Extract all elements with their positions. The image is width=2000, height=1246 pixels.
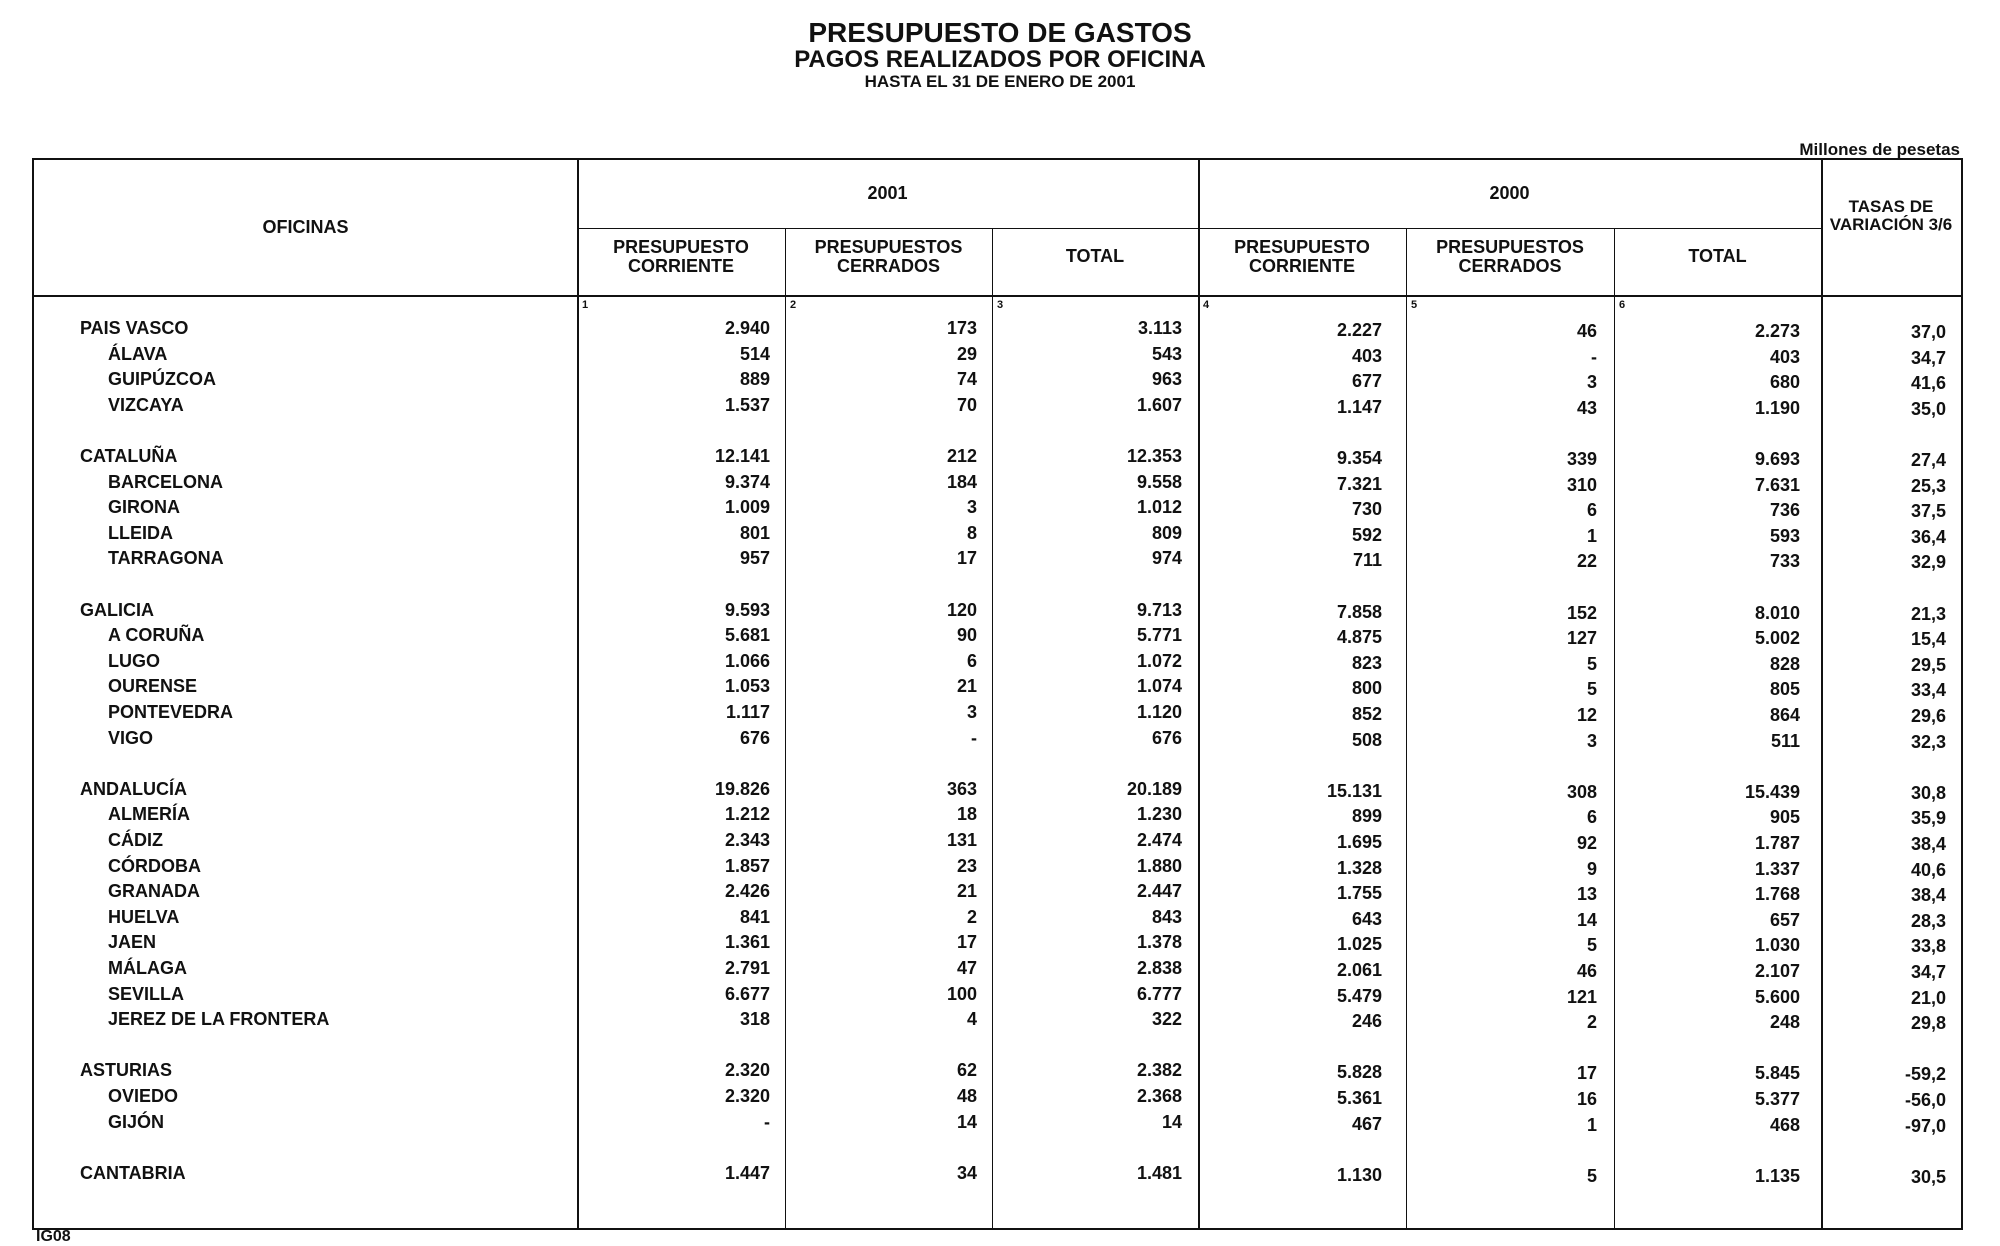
value-cell: 17 (1576, 1063, 1597, 1084)
value-cell: 33,8 (1910, 936, 1946, 957)
value-cell: 14 (1576, 909, 1597, 930)
office-row (34, 676, 1961, 701)
value-cell: 809 (1151, 522, 1182, 543)
office-name: LUGO (108, 650, 160, 671)
value-cell: 121 (1566, 986, 1597, 1007)
office-name: GIRONA (108, 497, 180, 518)
value-cell: 1.787 (1754, 833, 1800, 853)
region-name: ASTURIAS (80, 1060, 173, 1081)
value-cell: 468 (1769, 1114, 1800, 1135)
value-cell: 733 (1769, 551, 1800, 572)
value-cell: 5 (1586, 679, 1597, 700)
value-cell: 1.607 (1136, 394, 1182, 415)
value-cell: 1.147 (1336, 396, 1382, 417)
value-cell: 9.558 (1136, 471, 1182, 492)
value-cell: 22 (1576, 551, 1597, 572)
value-cell: 14 (956, 1111, 977, 1132)
value-cell: 33,4 (1910, 680, 1946, 701)
value-cell: 730 (1351, 499, 1382, 520)
value-cell: 37,0 (1910, 322, 1946, 342)
value-cell: 7.631 (1754, 474, 1800, 495)
value-cell: 34 (956, 1162, 977, 1183)
value-cell: 9 (1586, 858, 1597, 879)
value-cell: 828 (1769, 653, 1800, 674)
value-cell: 643 (1351, 908, 1382, 929)
office-name: OVIEDO (108, 1086, 179, 1106)
value-cell: 676 (739, 727, 770, 748)
office-name: JEREZ DE LA FRONTERA (108, 1009, 330, 1030)
value-cell: 1 (1586, 525, 1597, 546)
value-cell: 1.537 (724, 394, 770, 415)
office-row (34, 472, 1961, 497)
value-cell: 25,3 (1910, 475, 1946, 496)
office-name: A CORUÑA (108, 625, 205, 646)
value-cell: 29,6 (1910, 706, 1946, 726)
value-cell: 5 (1586, 653, 1597, 674)
value-cell: 843 (1151, 906, 1182, 927)
value-cell: 1.880 (1136, 855, 1182, 876)
office-name: ÁLAVA (108, 343, 168, 364)
office-name: HUELVA (108, 906, 180, 927)
office-row (34, 344, 1961, 369)
col-number: 6 (1619, 299, 1626, 311)
col-number: 1 (582, 299, 589, 311)
office-name: LLEIDA (108, 522, 173, 543)
value-cell: 152 (1566, 602, 1597, 623)
value-cell: 508 (1351, 729, 1382, 750)
value-cell: 9.593 (724, 599, 770, 620)
value-cell: -97,0 (1904, 1115, 1946, 1136)
value-cell: 32,9 (1910, 552, 1946, 573)
value-cell: 905 (1769, 807, 1800, 828)
value-cell: 3.113 (1137, 318, 1182, 338)
value-cell: 7.321 (1336, 473, 1382, 494)
value-cell: 5.361 (1336, 1088, 1382, 1108)
value-cell: 889 (739, 369, 770, 390)
value-cell: 963 (1151, 369, 1182, 390)
value-cell: 2.343 (724, 830, 770, 850)
value-cell: 9.354 (1336, 448, 1382, 468)
value-cell: 36,4 (1910, 526, 1946, 547)
region-name: ANDALUCÍA (80, 778, 187, 799)
value-cell: 13 (1576, 884, 1597, 905)
value-cell: 2 (1586, 1012, 1597, 1033)
office-row (34, 1112, 1961, 1137)
report-date: HASTA EL 31 DE ENERO DE 2001 (864, 72, 1136, 91)
value-cell: 5.479 (1336, 985, 1382, 1006)
header-presupuestos-cerrados-2001: PRESUPUESTOS CERRADOS (814, 237, 963, 276)
value-cell: 29 (956, 343, 977, 364)
value-cell: 308 (1566, 781, 1597, 802)
region-row (34, 318, 1961, 343)
report-subtitle: PAGOS REALIZADOS POR OFICINA (794, 46, 1206, 73)
region-name: CATALUÑA (80, 446, 178, 466)
value-cell: 403 (1769, 346, 1800, 367)
value-cell: 1.074 (1136, 676, 1182, 697)
value-cell: 2.320 (724, 1086, 770, 1106)
value-cell: 677 (1351, 371, 1382, 392)
value-cell: 29,8 (1910, 1013, 1946, 1034)
value-cell: 17 (956, 548, 977, 569)
value-cell: 21 (956, 881, 977, 902)
value-cell: 90 (956, 625, 977, 646)
office-row (34, 651, 1961, 676)
value-cell: 1.361 (724, 932, 770, 953)
value-cell: 6 (1586, 807, 1597, 828)
office-row (34, 907, 1961, 932)
value-cell: 15.439 (1744, 781, 1800, 802)
office-row (34, 958, 1961, 983)
value-cell: 1.212 (724, 804, 770, 825)
value-cell: 1.030 (1754, 935, 1800, 956)
office-row (34, 728, 1961, 753)
value-cell: 18 (956, 804, 977, 825)
value-cell: 34,7 (1910, 347, 1946, 368)
office-name: GRANADA (108, 881, 200, 902)
office-row (34, 932, 1961, 957)
col-number: 4 (1203, 299, 1210, 311)
units-label: Millones de pesetas (1799, 140, 1960, 159)
value-cell: 864 (1769, 705, 1800, 725)
office-name: OURENSE (108, 676, 198, 697)
value-cell: 467 (1351, 1113, 1382, 1134)
value-cell: 120 (946, 599, 977, 620)
header-year-2000: 2000 (1489, 183, 1530, 203)
value-cell: 4.875 (1336, 627, 1382, 648)
value-cell: 1.447 (724, 1162, 770, 1183)
value-cell: 20.189 (1126, 778, 1182, 799)
value-cell: 711 (1352, 550, 1382, 571)
value-cell: 12.353 (1126, 446, 1182, 466)
value-cell: 2.227 (1336, 320, 1382, 340)
office-name: JAEN (108, 932, 157, 953)
value-cell: 6.677 (724, 983, 770, 1004)
value-cell: 46 (1576, 321, 1597, 341)
value-cell: 100 (946, 983, 977, 1004)
value-cell: 62 (956, 1060, 977, 1081)
value-cell: 9.374 (724, 471, 770, 492)
value-cell: 322 (1151, 1009, 1182, 1030)
value-cell: 9.713 (1136, 599, 1182, 620)
value-cell: 131 (946, 830, 977, 850)
value-cell: 1.190 (1754, 397, 1800, 418)
value-cell: 8 (966, 522, 977, 543)
value-cell: -56,0 (1904, 1090, 1946, 1110)
value-cell: 5 (1586, 935, 1597, 956)
region-row (34, 1060, 1961, 1085)
value-cell: 46 (1576, 961, 1597, 981)
value-cell: 841 (739, 906, 770, 927)
value-cell: 657 (1769, 909, 1800, 930)
value-cell: 40,6 (1910, 859, 1946, 880)
value-cell: 246 (1351, 1011, 1382, 1032)
office-name: CÁDIZ (108, 830, 163, 850)
value-cell: 1.072 (1136, 650, 1182, 671)
value-cell: 43 (1576, 397, 1597, 418)
footer-code: IG08 (36, 1228, 71, 1245)
col-number: 5 (1411, 299, 1418, 311)
value-cell: 92 (1576, 833, 1597, 853)
value-cell: 173 (946, 318, 977, 338)
value-cell: 5.600 (1754, 986, 1800, 1007)
value-cell: 1.230 (1136, 804, 1182, 825)
value-cell: 5.771 (1136, 625, 1182, 646)
report-title: PRESUPUESTO DE GASTOS (808, 17, 1192, 48)
value-cell: 19.826 (714, 778, 770, 799)
region-row (34, 1163, 1961, 1188)
value-cell: 676 (1151, 727, 1182, 748)
value-cell: 30,5 (1910, 1166, 1946, 1187)
value-cell: 801 (739, 522, 770, 543)
col-number: 2 (790, 299, 797, 311)
value-cell: 1.328 (1336, 857, 1382, 878)
value-cell: 1.117 (725, 702, 770, 722)
value-cell: 35,0 (1910, 398, 1946, 419)
value-cell: 3 (966, 497, 977, 518)
value-cell: 543 (1151, 343, 1182, 364)
region-row (34, 446, 1961, 471)
office-row (34, 497, 1961, 522)
value-cell: 1.009 (724, 497, 770, 518)
value-cell: 592 (1351, 524, 1382, 545)
header-presupuestos-cerrados-2000: PRESUPUESTOS CERRADOS (1436, 237, 1584, 276)
value-cell: 21,3 (1910, 603, 1946, 624)
office-row (34, 804, 1961, 829)
value-cell: 12.141 (714, 446, 770, 466)
report-title-block (0, 18, 2000, 92)
value-cell: 28,3 (1910, 910, 1946, 931)
value-cell: 23 (956, 855, 977, 876)
col-number: 3 (997, 299, 1004, 311)
header-total-2000: TOTAL (1688, 246, 1747, 266)
value-cell: 1.695 (1336, 832, 1382, 852)
value-cell: 3 (1586, 372, 1597, 393)
office-row (34, 702, 1961, 727)
value-cell: 30,8 (1910, 782, 1946, 803)
header-bottom-rule (34, 295, 1961, 297)
value-cell: - (971, 727, 977, 748)
header-presupuesto-corriente-2000: PRESUPUESTO CORRIENTE (1234, 237, 1370, 276)
value-cell: -59,2 (1904, 1064, 1946, 1085)
value-cell: 2.273 (1754, 321, 1800, 341)
region-name: GALICIA (80, 599, 154, 620)
office-row (34, 1009, 1961, 1034)
value-cell: 212 (946, 446, 977, 466)
value-cell: 7.858 (1336, 601, 1382, 622)
value-cell: 1.130 (1336, 1164, 1382, 1185)
value-cell: 2.426 (724, 881, 770, 902)
office-name: PONTEVEDRA (108, 702, 234, 722)
value-cell: 2.382 (1136, 1060, 1182, 1081)
value-cell: 5.377 (1754, 1089, 1800, 1109)
value-cell: 21 (956, 676, 977, 697)
value-cell: 3 (966, 702, 977, 722)
value-cell: 27,4 (1910, 450, 1946, 470)
value-cell: 5.845 (1754, 1063, 1800, 1084)
value-cell: 310 (1566, 474, 1597, 495)
office-name: GUIPÚZCOA (108, 369, 216, 390)
value-cell: 805 (1769, 679, 1800, 700)
value-cell: 1.120 (1136, 702, 1182, 722)
value-cell: 1.053 (724, 676, 770, 697)
value-cell: 339 (1566, 449, 1597, 469)
region-row (34, 779, 1961, 804)
value-cell: 5 (1586, 1165, 1597, 1186)
header-tasas: TASAS DE VARIACIÓN 3/6 (1829, 197, 1953, 234)
value-cell: 37,5 (1910, 501, 1946, 522)
value-cell: 1.857 (724, 855, 770, 876)
office-name: BARCELONA (108, 471, 223, 492)
year-underline (577, 228, 1821, 229)
value-cell: 1.012 (1136, 497, 1182, 518)
office-row (34, 830, 1961, 855)
value-cell: 15.131 (1326, 780, 1382, 801)
value-cell: - (1591, 346, 1597, 367)
value-cell: 1.755 (1336, 883, 1382, 904)
value-cell: 1.066 (724, 650, 770, 671)
value-cell: 823 (1351, 652, 1382, 673)
value-cell: 5.002 (1754, 628, 1800, 649)
office-name: TARRAGONA (108, 548, 224, 569)
value-cell: 2 (966, 906, 977, 927)
value-cell: 9.693 (1754, 449, 1800, 469)
value-cell: 2.061 (1336, 960, 1382, 980)
value-cell: 899 (1351, 806, 1382, 827)
office-name: ALMERÍA (108, 804, 190, 825)
value-cell: 38,4 (1910, 834, 1946, 854)
value-cell: 957 (739, 548, 770, 569)
office-row (34, 625, 1961, 650)
office-row (34, 856, 1961, 881)
value-cell: 1.337 (1754, 858, 1800, 879)
value-cell: 48 (956, 1086, 977, 1106)
office-row (34, 984, 1961, 1009)
value-cell: 248 (1769, 1012, 1800, 1033)
header-total-2001: TOTAL (1065, 246, 1125, 266)
office-name: VIGO (108, 727, 154, 748)
value-cell: 41,6 (1910, 373, 1946, 394)
office-name: GIJÓN (108, 1111, 165, 1132)
header-year-2001: 2001 (867, 183, 908, 203)
value-cell: 127 (1566, 628, 1597, 649)
office-name: MÁLAGA (108, 958, 187, 978)
office-row (34, 548, 1961, 573)
budget-table (32, 158, 1963, 1230)
value-cell: 2.447 (1136, 881, 1182, 902)
office-row (34, 881, 1961, 906)
value-cell: 1.768 (1754, 884, 1800, 905)
value-cell: 6 (1586, 500, 1597, 521)
value-cell: 974 (1151, 548, 1182, 569)
region-name: PAIS VASCO (80, 318, 189, 338)
value-cell: 6.777 (1136, 983, 1182, 1004)
office-row (34, 523, 1961, 548)
value-cell: 1.378 (1136, 932, 1182, 953)
value-cell: 35,9 (1910, 808, 1946, 829)
value-cell: 2.368 (1136, 1086, 1182, 1106)
office-name: CÓRDOBA (108, 855, 201, 876)
value-cell: 680 (1769, 372, 1800, 393)
value-cell: 38,4 (1910, 885, 1946, 906)
value-cell: 318 (739, 1009, 770, 1030)
value-cell: 4 (966, 1009, 977, 1030)
region-row (34, 600, 1961, 625)
value-cell: 1.481 (1136, 1162, 1182, 1183)
value-cell: 2.838 (1136, 958, 1182, 978)
office-row (34, 369, 1961, 394)
header-oficinas: OFICINAS (262, 217, 349, 237)
value-cell: 8.010 (1754, 602, 1800, 623)
value-cell: 47 (956, 958, 977, 978)
value-cell: 34,7 (1910, 962, 1946, 982)
value-cell: 2.791 (724, 958, 770, 978)
office-name: VIZCAYA (108, 394, 184, 415)
value-cell: 2.320 (724, 1060, 770, 1081)
office-name: SEVILLA (108, 983, 185, 1004)
value-cell: 511 (1770, 730, 1800, 751)
value-cell: 16 (1576, 1089, 1597, 1109)
value-cell: 70 (956, 394, 977, 415)
value-cell: 6 (966, 650, 977, 671)
office-row (34, 1086, 1961, 1111)
value-cell: 12 (1576, 705, 1597, 725)
value-cell: 5.681 (724, 625, 770, 646)
value-cell: 15,4 (1910, 629, 1946, 650)
value-cell: 593 (1769, 525, 1800, 546)
value-cell: 14 (1161, 1111, 1182, 1132)
value-cell: 1.025 (1336, 934, 1382, 955)
value-cell: 800 (1351, 678, 1382, 699)
value-cell: 1.135 (1754, 1165, 1800, 1186)
value-cell: - (764, 1111, 770, 1132)
value-cell: 2.940 (724, 318, 770, 338)
value-cell: 29,5 (1910, 654, 1946, 675)
value-cell: 363 (946, 778, 977, 799)
value-cell: 21,0 (1910, 987, 1946, 1008)
value-cell: 3 (1586, 730, 1597, 751)
value-cell: 2.107 (1754, 961, 1800, 981)
header-presupuesto-corriente-2001: PRESUPUESTO CORRIENTE (613, 237, 749, 276)
value-cell: 32,3 (1910, 731, 1946, 752)
value-cell: 5.828 (1336, 1062, 1382, 1083)
value-cell: 184 (946, 471, 977, 492)
value-cell: 403 (1351, 345, 1382, 366)
value-cell: 2.474 (1136, 830, 1182, 850)
value-cell: 74 (956, 369, 977, 390)
value-cell: 736 (1769, 500, 1800, 521)
value-cell: 514 (739, 343, 770, 364)
value-cell: 17 (956, 932, 977, 953)
region-name: CANTABRIA (80, 1162, 186, 1183)
value-cell: 852 (1351, 704, 1382, 724)
value-cell: 1 (1586, 1114, 1597, 1135)
office-row (34, 395, 1961, 420)
